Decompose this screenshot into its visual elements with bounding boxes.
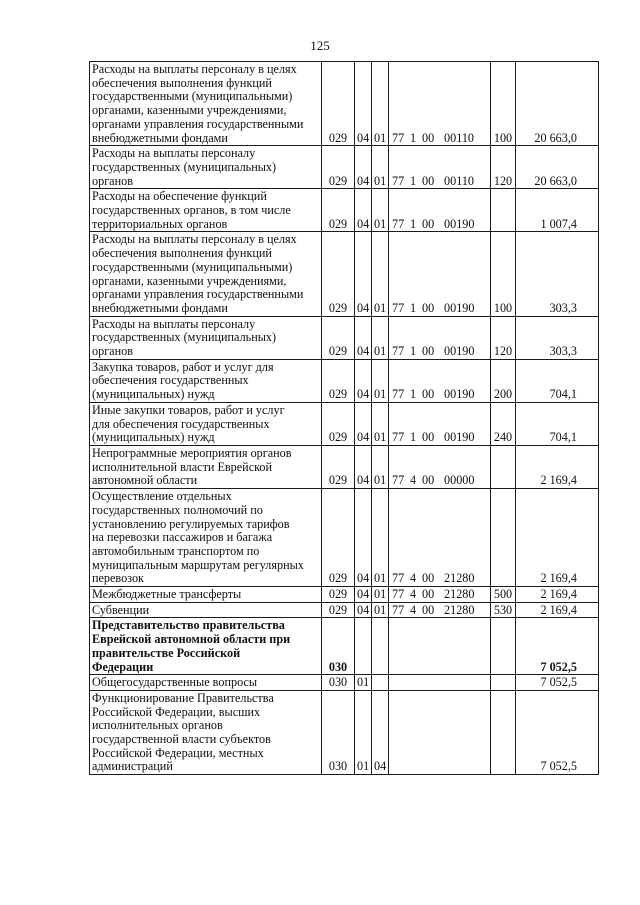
row-name: Межбюджетные трансферты	[90, 587, 322, 603]
table-row	[90, 189, 599, 232]
target-article-code	[389, 62, 491, 146]
target-article-code	[389, 146, 491, 189]
target-article-code	[389, 189, 491, 232]
target-code-part: 00190	[444, 430, 475, 445]
target-code-part: 77	[392, 602, 405, 617]
subsection-code: 01	[372, 445, 389, 488]
amount: 7 052,5	[516, 618, 599, 675]
subsection-code: 01	[372, 316, 389, 359]
target-code-part: 1	[410, 130, 417, 145]
row-name: Закупка товаров, работ и услуг для обеспечения государственных (муниципальных) нужд	[90, 359, 322, 402]
expense-type-code: 500	[491, 587, 516, 603]
section-code: 04	[355, 232, 372, 316]
target-code-part: 21280	[444, 587, 475, 602]
row-name: Представительство правительства Еврейской автономной области при правительстве Российской Федерации	[90, 618, 322, 675]
ved-code: 030	[322, 690, 355, 774]
ved-code: 029	[322, 402, 355, 445]
row-name: Общегосударственные вопросы	[90, 675, 322, 691]
row-name: Непрограммные мероприятия органов исполнительной власти Еврейской автономной области	[90, 445, 322, 488]
section-code: 04	[355, 189, 372, 232]
table-row	[90, 316, 599, 359]
target-article-code	[389, 587, 491, 603]
target-article-code	[389, 402, 491, 445]
target-article-code	[389, 489, 491, 587]
target-article-code	[389, 675, 491, 691]
page-number: 125	[310, 38, 330, 53]
amount: 704,1	[516, 402, 599, 445]
target-code-part: 77	[392, 387, 405, 402]
section-code: 04	[355, 602, 372, 618]
subsection-code	[372, 618, 389, 675]
expense-type-code	[491, 445, 516, 488]
section-code: 04	[355, 316, 372, 359]
expense-type-code	[491, 489, 516, 587]
section-code: 04	[355, 445, 372, 488]
table-row	[90, 602, 599, 618]
section-code: 01	[355, 675, 372, 691]
amount: 303,3	[516, 232, 599, 316]
target-code-part: 1	[410, 430, 417, 445]
target-code-part: 1	[410, 387, 417, 402]
target-article-code	[389, 618, 491, 675]
amount: 2 169,4	[516, 445, 599, 488]
expense-type-code: 120	[491, 316, 516, 359]
subsection-code: 01	[372, 402, 389, 445]
amount: 20 663,0	[516, 62, 599, 146]
expense-type-code: 200	[491, 359, 516, 402]
subsection-code: 01	[372, 602, 389, 618]
target-code-part: 77	[392, 300, 405, 315]
table-row	[90, 62, 599, 146]
target-code-part: 00	[422, 571, 435, 586]
ved-code: 029	[322, 359, 355, 402]
amount: 20 663,0	[516, 146, 599, 189]
table-row	[90, 489, 599, 587]
target-article-code	[389, 359, 491, 402]
table-row	[90, 359, 599, 402]
target-code-part: 00	[422, 216, 435, 231]
target-code-part: 00	[422, 587, 435, 602]
table-row	[90, 618, 599, 675]
ved-code: 029	[322, 489, 355, 587]
target-code-part: 4	[410, 571, 417, 586]
section-code: 04	[355, 146, 372, 189]
section-code: 04	[355, 62, 372, 146]
section-code	[355, 618, 372, 675]
target-code-part: 00	[422, 300, 435, 315]
subsection-code: 01	[372, 146, 389, 189]
row-name: Расходы на выплаты персоналу в целях обеспечения выполнения функций государственными (муниципальными) органами, казенными учреждениями, органами управления государственными внебюджетными фондами	[90, 62, 322, 146]
section-code: 04	[355, 402, 372, 445]
row-name: Осуществление отдельных государственных полномочий по установлению регулируемых тарифов на перевозки пассажиров и багажа автомобильным транспортом по муниципальным маршрутам регулярных перевозок	[90, 489, 322, 587]
target-code-part: 00110	[444, 173, 475, 188]
subsection-code: 01	[372, 359, 389, 402]
ved-code: 029	[322, 587, 355, 603]
expense-type-code	[491, 618, 516, 675]
row-name: Расходы на выплаты персоналу государственных (муниципальных) органов	[90, 146, 322, 189]
target-code-part: 00190	[444, 387, 475, 402]
subsection-code: 01	[372, 587, 389, 603]
expense-type-code: 100	[491, 62, 516, 146]
target-article-code	[389, 445, 491, 488]
target-code-part: 00	[422, 173, 435, 188]
target-code-part: 1	[410, 300, 417, 315]
target-code-part: 00	[422, 430, 435, 445]
ved-code: 029	[322, 602, 355, 618]
amount: 7 052,5	[516, 675, 599, 691]
amount: 704,1	[516, 359, 599, 402]
ved-code: 029	[322, 316, 355, 359]
table-body	[90, 62, 599, 775]
target-code-part: 00	[422, 602, 435, 617]
table-row	[90, 402, 599, 445]
expense-type-code: 240	[491, 402, 516, 445]
target-code-part: 00	[422, 344, 435, 359]
section-code: 01	[355, 690, 372, 774]
section-code: 04	[355, 359, 372, 402]
target-article-code	[389, 690, 491, 774]
table-row	[90, 445, 599, 488]
row-name: Субвенции	[90, 602, 322, 618]
row-name: Расходы на обеспечение функций государственных органов, в том числе территориальных органов	[90, 189, 322, 232]
target-article-code	[389, 602, 491, 618]
target-code-part: 00190	[444, 216, 475, 231]
table-row	[90, 587, 599, 603]
amount: 303,3	[516, 316, 599, 359]
row-name: Функционирование Правительства Российской Федерации, высших исполнительных органов государственной власти субъектов Российской Федерации, местных администраций	[90, 690, 322, 774]
expense-type-code: 100	[491, 232, 516, 316]
target-code-part: 1	[410, 216, 417, 231]
ved-code: 029	[322, 189, 355, 232]
target-code-part: 00	[422, 387, 435, 402]
ved-code: 030	[322, 675, 355, 691]
table-row	[90, 675, 599, 691]
subsection-code: 01	[372, 489, 389, 587]
target-code-part: 4	[410, 587, 417, 602]
table-row	[90, 146, 599, 189]
amount: 2 169,4	[516, 587, 599, 603]
target-code-part: 77	[392, 130, 405, 145]
ved-code: 030	[322, 618, 355, 675]
target-code-part: 00	[422, 473, 435, 488]
target-code-part: 00	[422, 130, 435, 145]
ved-code: 029	[322, 146, 355, 189]
subsection-code: 01	[372, 62, 389, 146]
row-name: Расходы на выплаты персоналу в целях обеспечения выполнения функций государственными (муниципальными) органами, казенными учреждениями, органами управления государственными внебюджетными фондами	[90, 232, 322, 316]
target-code-part: 77	[392, 173, 405, 188]
subsection-code: 04	[372, 690, 389, 774]
target-code-part: 21280	[444, 602, 475, 617]
section-code: 04	[355, 489, 372, 587]
subsection-code: 01	[372, 232, 389, 316]
table-row	[90, 232, 599, 316]
expense-type-code: 120	[491, 146, 516, 189]
ved-code: 029	[322, 445, 355, 488]
budget-table	[89, 61, 599, 775]
target-code-part: 1	[410, 173, 417, 188]
target-code-part: 00110	[444, 130, 475, 145]
ved-code: 029	[322, 62, 355, 146]
amount: 1 007,4	[516, 189, 599, 232]
target-code-part: 4	[410, 602, 417, 617]
row-name: Иные закупки товаров, работ и услуг для обеспечения государственных (муниципальных) нужд	[90, 402, 322, 445]
amount: 2 169,4	[516, 602, 599, 618]
expense-type-code: 530	[491, 602, 516, 618]
target-code-part: 00000	[444, 473, 475, 488]
target-code-part: 21280	[444, 571, 475, 586]
amount: 2 169,4	[516, 489, 599, 587]
expense-type-code	[491, 690, 516, 774]
target-code-part: 77	[392, 473, 405, 488]
table-row	[90, 690, 599, 774]
target-article-code	[389, 316, 491, 359]
target-code-part: 77	[392, 571, 405, 586]
target-code-part: 1	[410, 344, 417, 359]
target-code-part: 77	[392, 216, 405, 231]
target-code-part: 77	[392, 430, 405, 445]
subsection-code: 01	[372, 189, 389, 232]
target-code-part: 77	[392, 587, 405, 602]
expense-type-code	[491, 675, 516, 691]
subsection-code	[372, 675, 389, 691]
section-code: 04	[355, 587, 372, 603]
amount: 7 052,5	[516, 690, 599, 774]
expense-type-code	[491, 189, 516, 232]
target-code-part: 00190	[444, 300, 475, 315]
target-article-code	[389, 232, 491, 316]
row-name: Расходы на выплаты персоналу государственных (муниципальных) органов	[90, 316, 322, 359]
ved-code: 029	[322, 232, 355, 316]
target-code-part: 77	[392, 344, 405, 359]
target-code-part: 00190	[444, 344, 475, 359]
target-code-part: 4	[410, 473, 417, 488]
